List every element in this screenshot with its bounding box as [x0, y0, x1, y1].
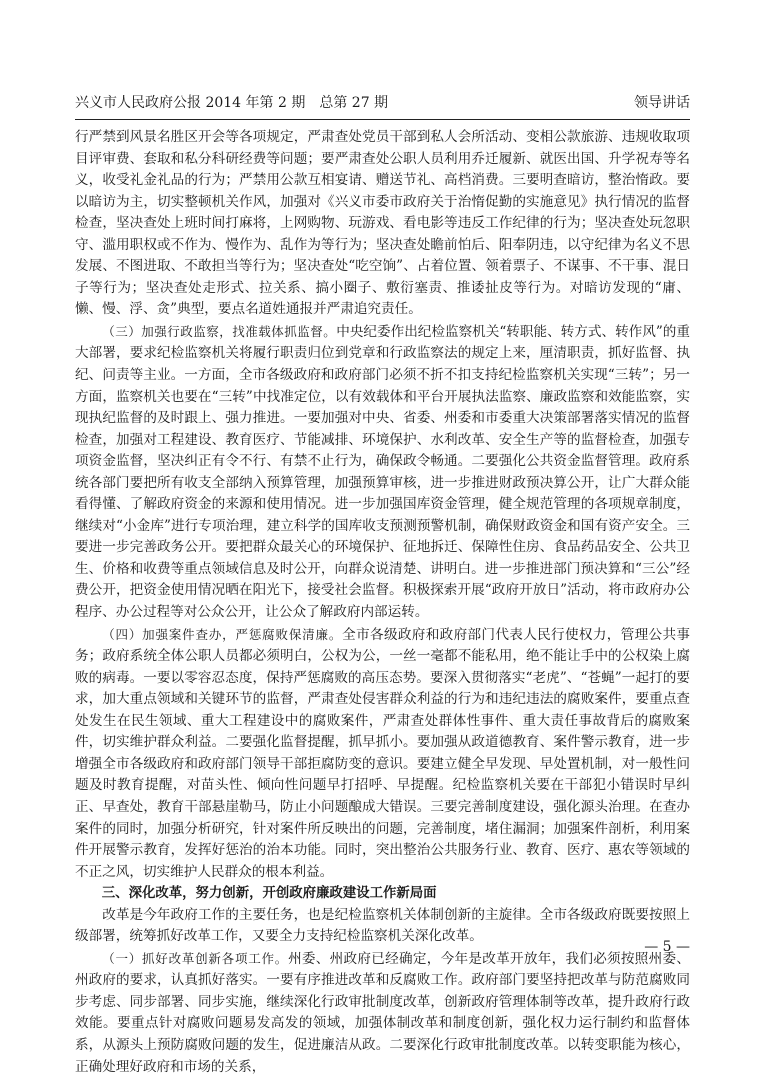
subheading-reform-work: （一）抓好改革创新各项工作。	[102, 950, 289, 966]
journal-title: 兴义市人民政府公报 2014 年第 2 期 总第 27 期	[75, 95, 389, 111]
paragraph-continued	[75, 127, 690, 321]
paragraph-text: 全市各级政府和政府部门代表人民行使权力，管理公共事务；政府系统全体公职人员都必须明白，公权为公，一丝一毫都不能私用，绝不能让手中的公权染上腐败的病毒。一要以零容忍态度，保持严惩腐败的高压态势。要深入贯彻落实“老虎”、“苍蝇”一起打的要求，加大重点领域和关键环节的监督，严肃查处侵害群众利益的行为和违纪违法的腐败案件，要重点查处发生在民生领域、重大工程建设中的腐败案件，严肃查处群体性事件、重大责任事故背后的腐败案件，切实维护群众利益。二要强化监督提醒，抓早抓小。要加强从政道德教育、案件警示教育，进一步增强全市各级政府和政府部门领导干部拒腐防变的意识。要建立健全早发现、早处置机制，对一般性问题及时教育提醒，对苗头性、倾向性问题早打招呼、早提醒。纪检监察机关要在干部犯小错误时早纠正、早查处，教育干部悬崖勒马，防止小问题酿成大错误。三要完善制度建设，强化源头治理。在查办案件的同时，加强分析研究，针对案件所反映出的问题，完善制度，堵住漏洞；加强案件剖析，利用案件开展警示教育，发挥好惩治的治本功能。同时，突出整治公共服务行业、教育、医疗、惠农等领域的不正之风，切实维护人民群众的根本利益。	[75, 626, 690, 880]
paragraph-text: 行严禁到风景名胜区开会等各项规定，严肃查处党员干部到私人会所活动、变相公款旅游、违规收取项目评审费、套取和私分科研经费等问题；要严肃查处公职人员利用乔迁履新、就医出国、升学祝寿等名义，收受礼金礼品的行为；严禁用公款互相宴请、赠送节礼、高档消费。三要明查暗访，整治惰政。要以暗访为主，切实整顿机关作风，加强对《兴义市委市政府关于治惰促勤的实施意见》执行情况的监督检查，坚决查处上班时间打麻将，上网购物、玩游戏、看电影等违反工作纪律的行为；坚决查处玩忽职守、滥用职权或不作为、慢作为、乱作为等行为；坚决查处瞻前怕后、阳奉阴违，以守纪律为名义不思发展、不图进取、不敢担当等行为；坚决查处“吃空饷”、占着位置、领着票子、不谋事、不干事、混日子等行为；坚决查处走形式、拉关系、搞小圈子、敷衍塞责、推诿扯皮等行为。对暗访发现的“庸、懒、慢、浮、贪”典型，要点名道姓通报并严肃追究责任。	[75, 129, 690, 318]
paragraph-admin-supervision	[75, 321, 690, 624]
header-divider	[75, 119, 690, 120]
section-label: 领导讲话	[634, 95, 690, 111]
subheading-case-handling: （四）加强案件查办，严惩腐败保清廉。	[102, 626, 343, 642]
running-header	[75, 92, 690, 114]
paragraph-text: 州委、州政府已经确定，今年是改革开放年，我们必须按照州委、州政府的要求，认真抓好落实。一要有序推进改革和反腐败工作。政府部门要坚持把改革与防范腐败同步考虑、同步部署、同步实施，继续深化行政审批制度改革，创新政府管理体制等改革，提升政府行政效能。要重点针对腐败问题易发高发的领域，加强体制改革和制度创新，强化权力运行制约和监督体系，从源头上预防腐败问题的发生，促进廉洁从政。二要深化行政审批制度改革。以转变职能为核心，正确处理好政府和市场的关系，	[75, 950, 690, 1075]
paragraph-reform-work	[75, 948, 690, 1078]
page-number: — 5 —	[644, 939, 690, 955]
paragraph-text: 中央纪委作出纪检监察机关“转职能、转方式、转作风”的重大部署，要求纪检监察机关将履行职责归位到党章和行政监察法的规定上来，厘清职责，抓好监督、执纪、问责等主业。一方面，全市各级政府和政府部门必须不折不扣支持纪检监察机关实现“三转”；另一方面，监察机关也要在“三转”中找准定位，以有效载体和平台开展执法监察、廉政监察和效能监察，实现执纪监督的及时跟上、强力推进。一要加强对中央、省委、州委和市委重大决策部署落实情况的监督检查，加强对工程建设、教育医疗、节能减排、环境保护、水利改革、安全生产等的监督检查，加强专项资金监督，坚决纠正有令不行、有禁不止行为，确保政令畅通。二要强化公共资金监督管理。政府系统各部门要把所有收支全部纳入预算管理，加强预算审核，进一步推进财政预决算公开，让广大群众能看得懂、了解政府资金的来源和使用情况。进一步加强国库资金管理，健全规范管理的各项规章制度，继续对“小金库”进行专项治理，建立科学的国库收支预测预警机制，确保财政资金和国有资产安全。三要进一步完善政务公开。要把群众最关心的环境保护、征地拆迁、保障性住房、食品药品安全、公共卫生、价格和收费等重点领域信息及时公开，向群众说清楚、讲明白。进一步推进部门预决算和“三公”经费公开，把资金使用情况晒在阳光下，接受社会监督。积极探索开展“政府开放日”活动，将市政府办公程序、办公过程等对公众公开，让公众了解政府内部运转。	[75, 323, 690, 621]
paragraph-case-handling	[75, 624, 690, 884]
paragraph-text: 改革是今年政府工作的主要任务，也是纪检监察机关体制创新的主旋律。全市各级政府既要按照上级部署，统筹抓好改革工作，又要全力支持纪检监察机关深化改革。	[75, 906, 690, 945]
subheading-admin-supervision: （三）加强行政监察，找准载体抓监督。	[102, 323, 337, 339]
paragraph-reform-intro	[75, 905, 690, 948]
section-heading-reform: 三、深化改革，努力创新，开创政府廉政建设工作新局面	[101, 886, 437, 902]
article-body	[75, 127, 690, 1078]
